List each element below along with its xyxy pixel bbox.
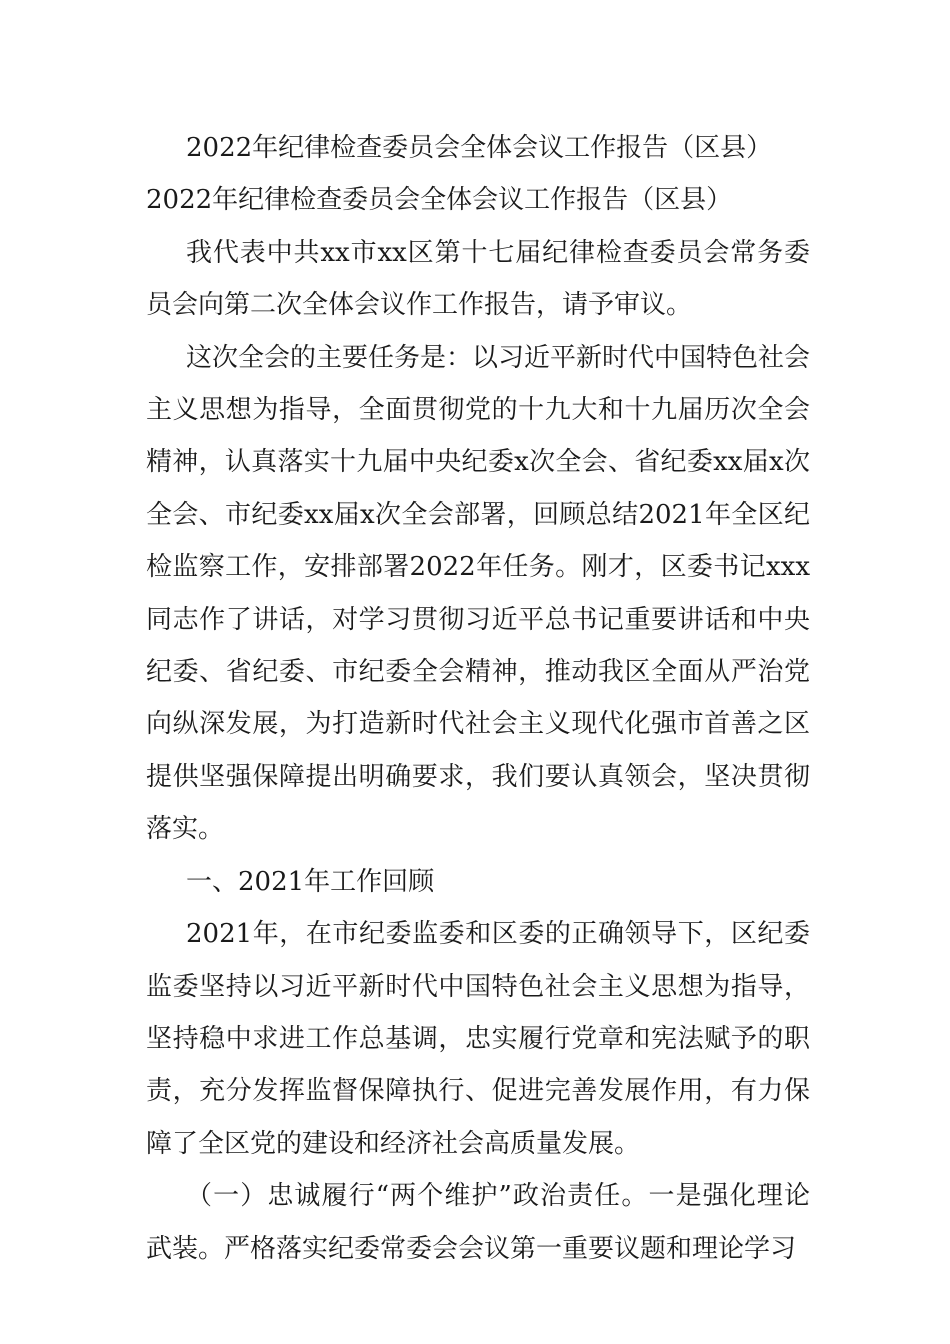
document-body — [146, 122, 810, 1275]
paragraph-review: 2021年，在市纪委监委和区委的正确领导下，区纪委监委坚持以习近平新时代中国特色社会主义思想为指导，坚持稳中求进工作总基调，忠实履行党章和宪法赋予的职责，充分发挥监督保障执行、促进完善发展作用，有力保障了全区党的建设和经济社会高质量发展。 — [146, 919, 810, 1159]
document-subtitle: 2022年纪律检查委员会全体会议工作报告（区县） — [146, 185, 733, 216]
section-heading: 一、2021年工作回顾 — [186, 866, 435, 897]
paragraph-main-tasks: 这次全会的主要任务是：以习近平新时代中国特色社会主义思想为指导，全面贯彻党的十九大和十九届历次全会精神，认真落实十九届中央纪委x次全会、省纪委xx届x次全会、市纪委xx届x次全会部署，回顾总结2021年全区纪检监察工作，安排部署2022年任务。刚才，区委书记xxx同志作了讲话，对学习贯彻习近平总书记重要讲话和中央纪委、省纪委、市纪委全会精神，推动我区全面从严治党向纵深发展，为打造新时代社会主义现代化强市首善之区提供坚强保障提出明确要求，我们要认真领会，坚决贯彻落实。 — [146, 342, 811, 845]
paragraph-subsection-1: （一）忠诚履行“两个维护”政治责任。一是强化理论武装。严格落实纪委常委会会议第一重要议题和理论学习 — [146, 1181, 810, 1264]
paragraph-intro: 我代表中共xx市xx区第十七届纪律检查委员会常务委员会向第二次全体会议作工作报告，请予审议。 — [146, 237, 810, 321]
document-title: 2022年纪律检查委员会全体会议工作报告（区县） — [186, 133, 773, 163]
